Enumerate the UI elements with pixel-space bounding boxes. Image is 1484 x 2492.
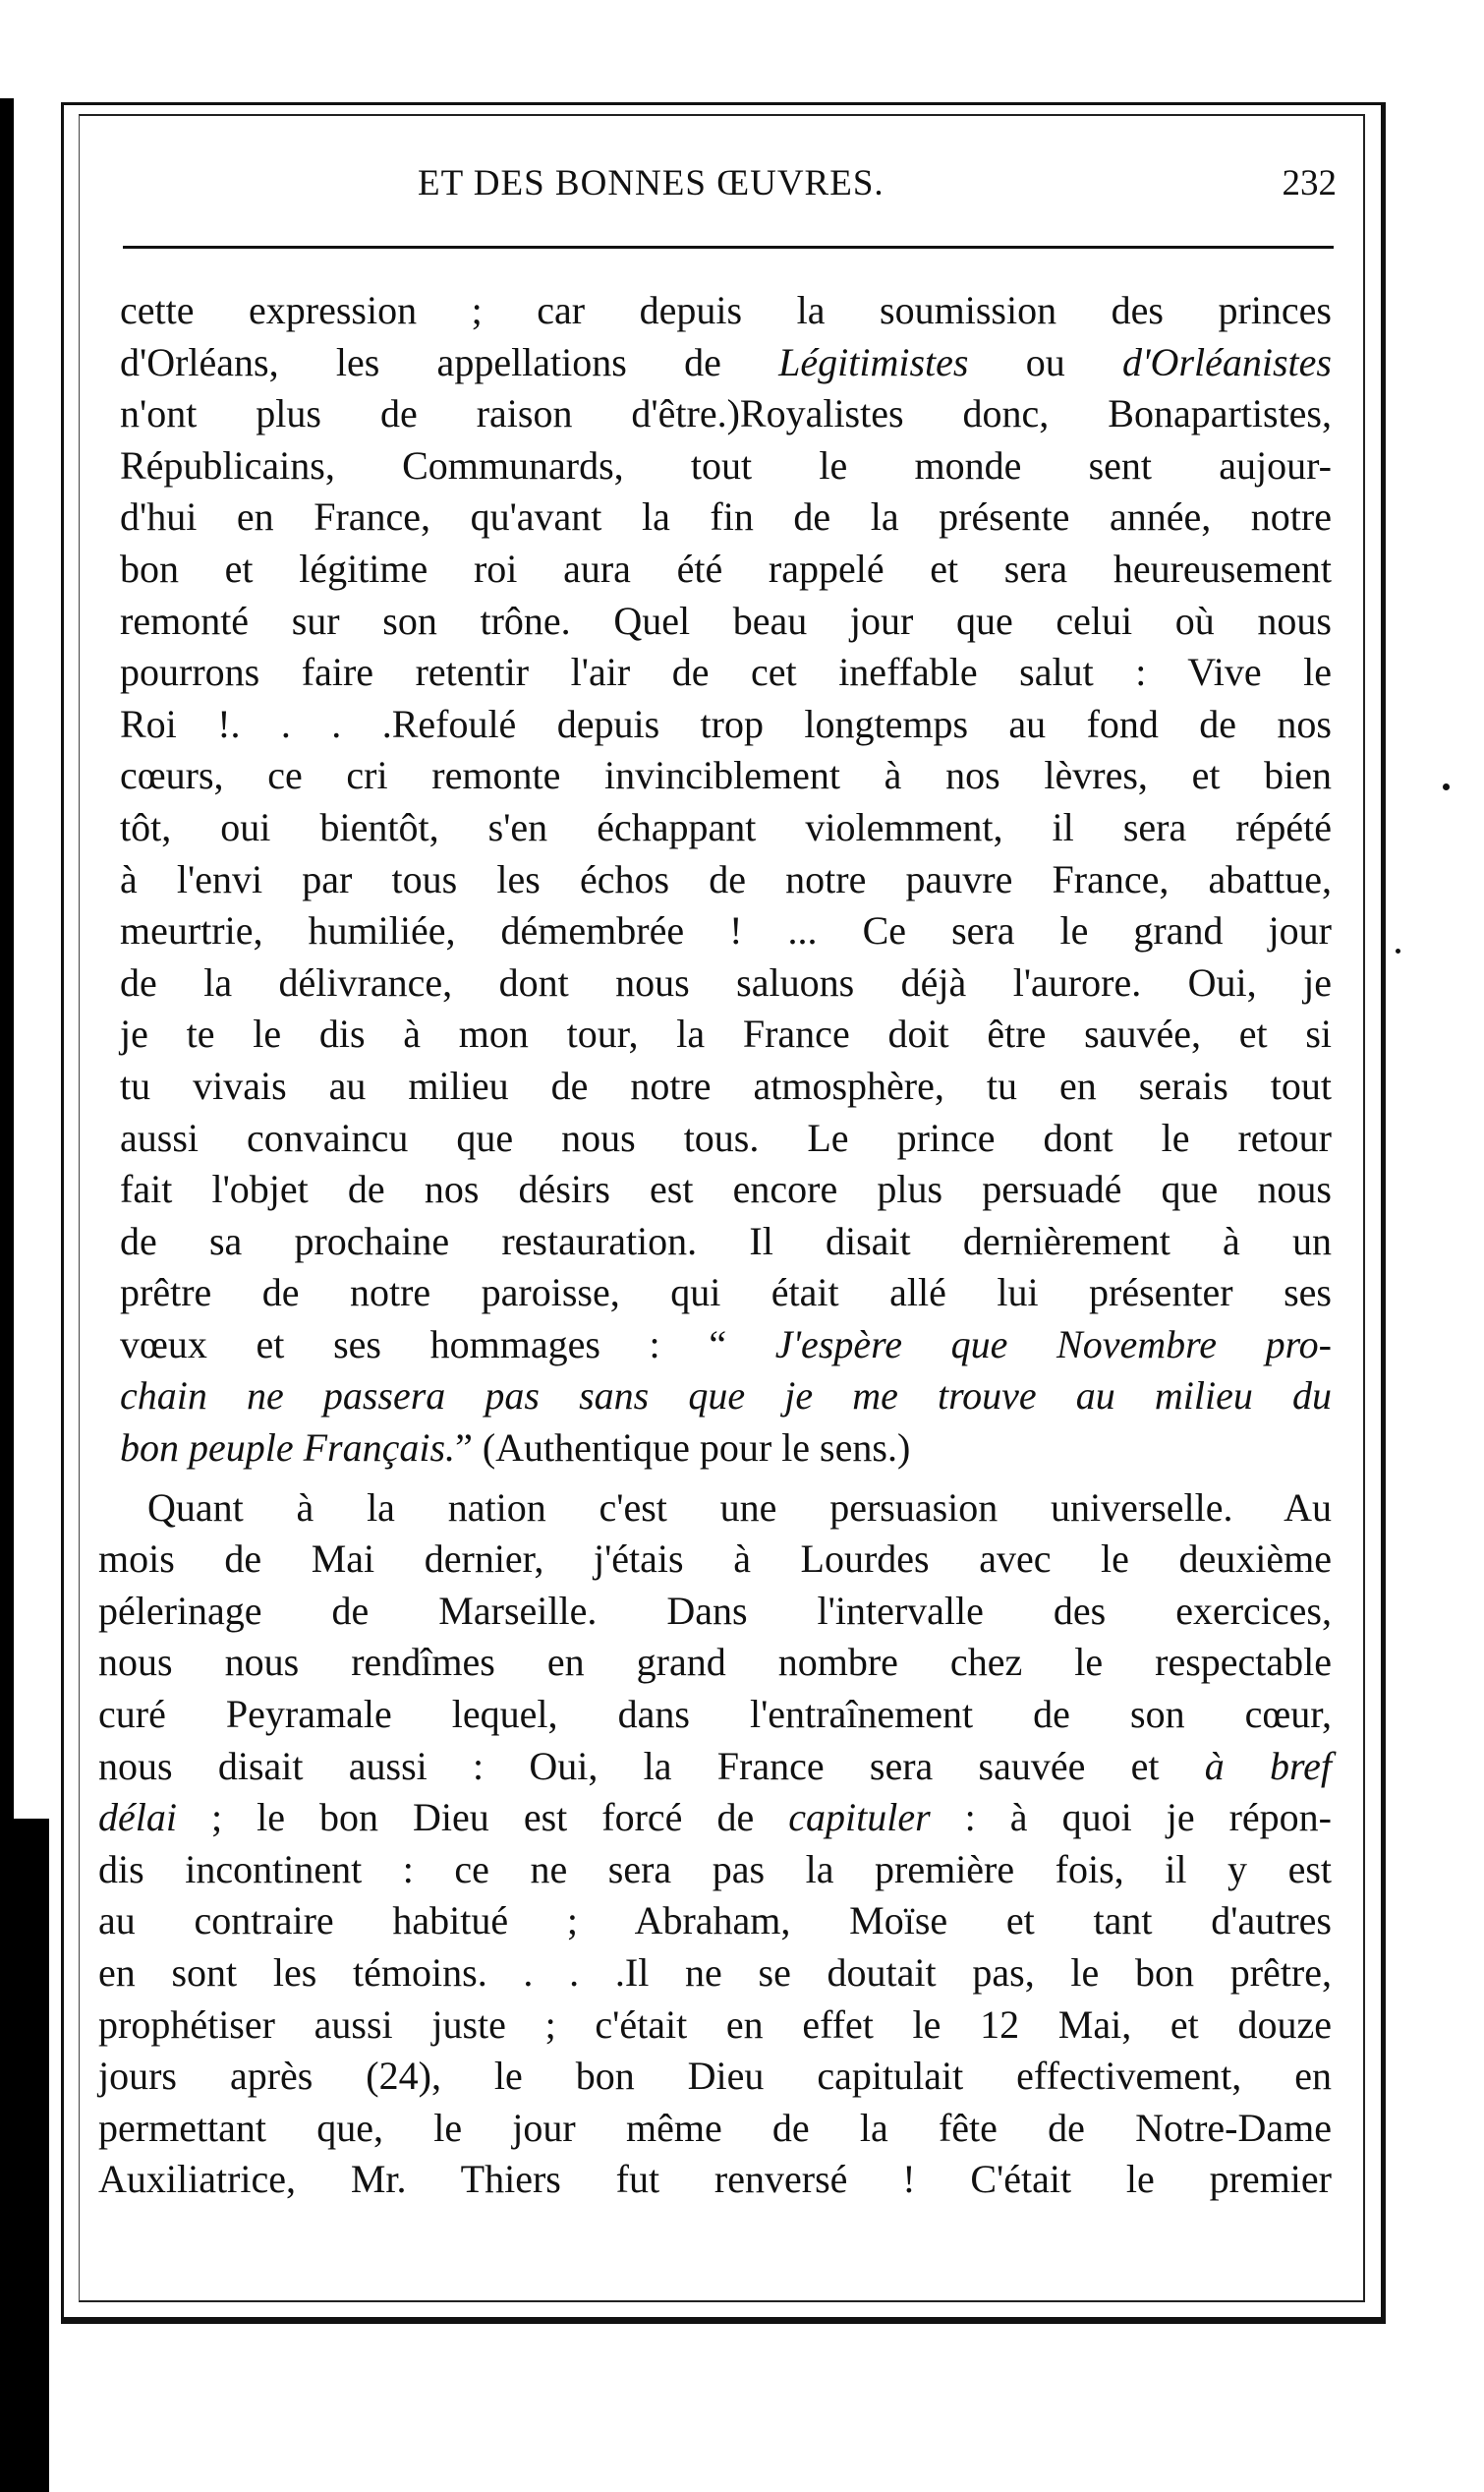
text-line: Roi !. . . .Refoulé depuis trop longtemps au fond de nos [120,701,1332,746]
text-line: jours après (24), le bon Dieu capitulait effectivement, en [98,2054,1332,2099]
text-line: pélerinage de Marseille. Dans l'intervalle des exercices, [98,1588,1332,1633]
text-line: nous nous rendîmes en grand nombre chez le respectable [98,1640,1332,1685]
text-line: mois de Mai dernier, j'étais à Lourdes avec le deuxième [98,1536,1332,1582]
text-line: de sa prochaine restauration. Il disait dernièrement à un [120,1218,1332,1263]
text-line: en sont les témoins. . . .Il ne se doutait pas, le bon prêtre, [98,1950,1332,1995]
running-title: ET DES BONNES ŒUVRES. [418,163,885,203]
text-line: de la délivrance, dont nous saluons déjà l'aurore. Oui, je [120,959,1332,1005]
text-line: je te le dis à mon tour, la France doit être sauvée, et si [120,1012,1332,1057]
paragraph-2 [98,1482,1332,2206]
text-line: cœurs, ce cri remonte invinciblement à nos lèvres, et bien [120,753,1332,798]
text-line: bon peuple Français.” (Authentique pour le sens.) [120,1425,911,1471]
text-line: tôt, oui bientôt, s'en échappant violemment, il sera répété [120,804,1332,849]
text-line: délai ; le bon Dieu est forcé de capituler : à quoi je répon- [98,1795,1332,1840]
text-line: permettant que, le jour même de la fête de Notre-Dame [98,2105,1332,2150]
text-line: Auxiliatrice, Mr. Thiers fut renversé ! C'était le premier [98,2157,1332,2202]
text-line: vœux et ses hommages : “ J'espère que Novembre pro- [120,1321,1332,1366]
text-line: d'hui en France, qu'avant la fin de la présente année, notre [120,494,1332,540]
text-line: dis incontinent : ce ne sera pas la première fois, il y est [98,1846,1332,1891]
text-line: aussi convaincu que nous tous. Le prince dont le retour [120,1115,1332,1160]
stray-mark [1396,949,1400,954]
text-line: prophétiser aussi juste ; c'était en effet le 12 Mai, et douze [98,2001,1332,2047]
text-line: à l'envi par tous les échos de notre pauvre France, abattue, [120,856,1332,901]
text-line: tu vivais au milieu de notre atmosphère, tu en serais tout [120,1063,1332,1108]
text-line: cette expression ; car depuis la soumission des princes [120,288,1332,332]
page-binding-shadow [14,1819,49,2492]
text-line: Quant à la nation c'est une persuasion universelle. Au [147,1484,1332,1530]
page-number: 232 [1282,163,1337,203]
text-line: prêtre de notre paroisse, qui était allé lui présenter ses [120,1270,1332,1315]
text-line: au contraire habitué ; Abraham, Moïse et tant d'autres [98,1898,1332,1943]
stray-mark [1443,783,1450,790]
text-line: chain ne passera pas sans que je me trouve au milieu du [120,1373,1332,1419]
text-line: meurtrie, humiliée, démembrée ! ... Ce sera le grand jour [120,908,1332,954]
text-line: bon et légitime roi aura été rappelé et sera heureusement [120,546,1332,591]
paragraph-1 [98,285,1332,1475]
text-line: Républicains, Communards, tout le monde sent aujour- [120,442,1332,488]
text-line: curé Peyramale lequel, dans l'entraînement de son cœur, [98,1692,1332,1737]
text-line: pourrons faire retentir l'air de cet ineffable salut : Vive le [120,650,1332,695]
body-text [98,285,1332,2206]
text-line: fait l'objet de nos désirs est encore plus persuadé que nous [120,1167,1332,1212]
text-line: remonté sur son trône. Quel beau jour que celui où nous [120,598,1332,643]
header-rule [123,246,1334,249]
page-binding-edge [0,98,14,2492]
text-line: nous disait aussi : Oui, la France sera sauvée et à bref [98,1743,1332,1788]
text-line: d'Orléans, les appellations de Légitimistes ou d'Orléanistes [120,339,1332,384]
text-line: n'ont plus de raison d'être.)Royalistes donc, Bonapartistes, [120,391,1332,436]
running-header [128,152,1337,211]
